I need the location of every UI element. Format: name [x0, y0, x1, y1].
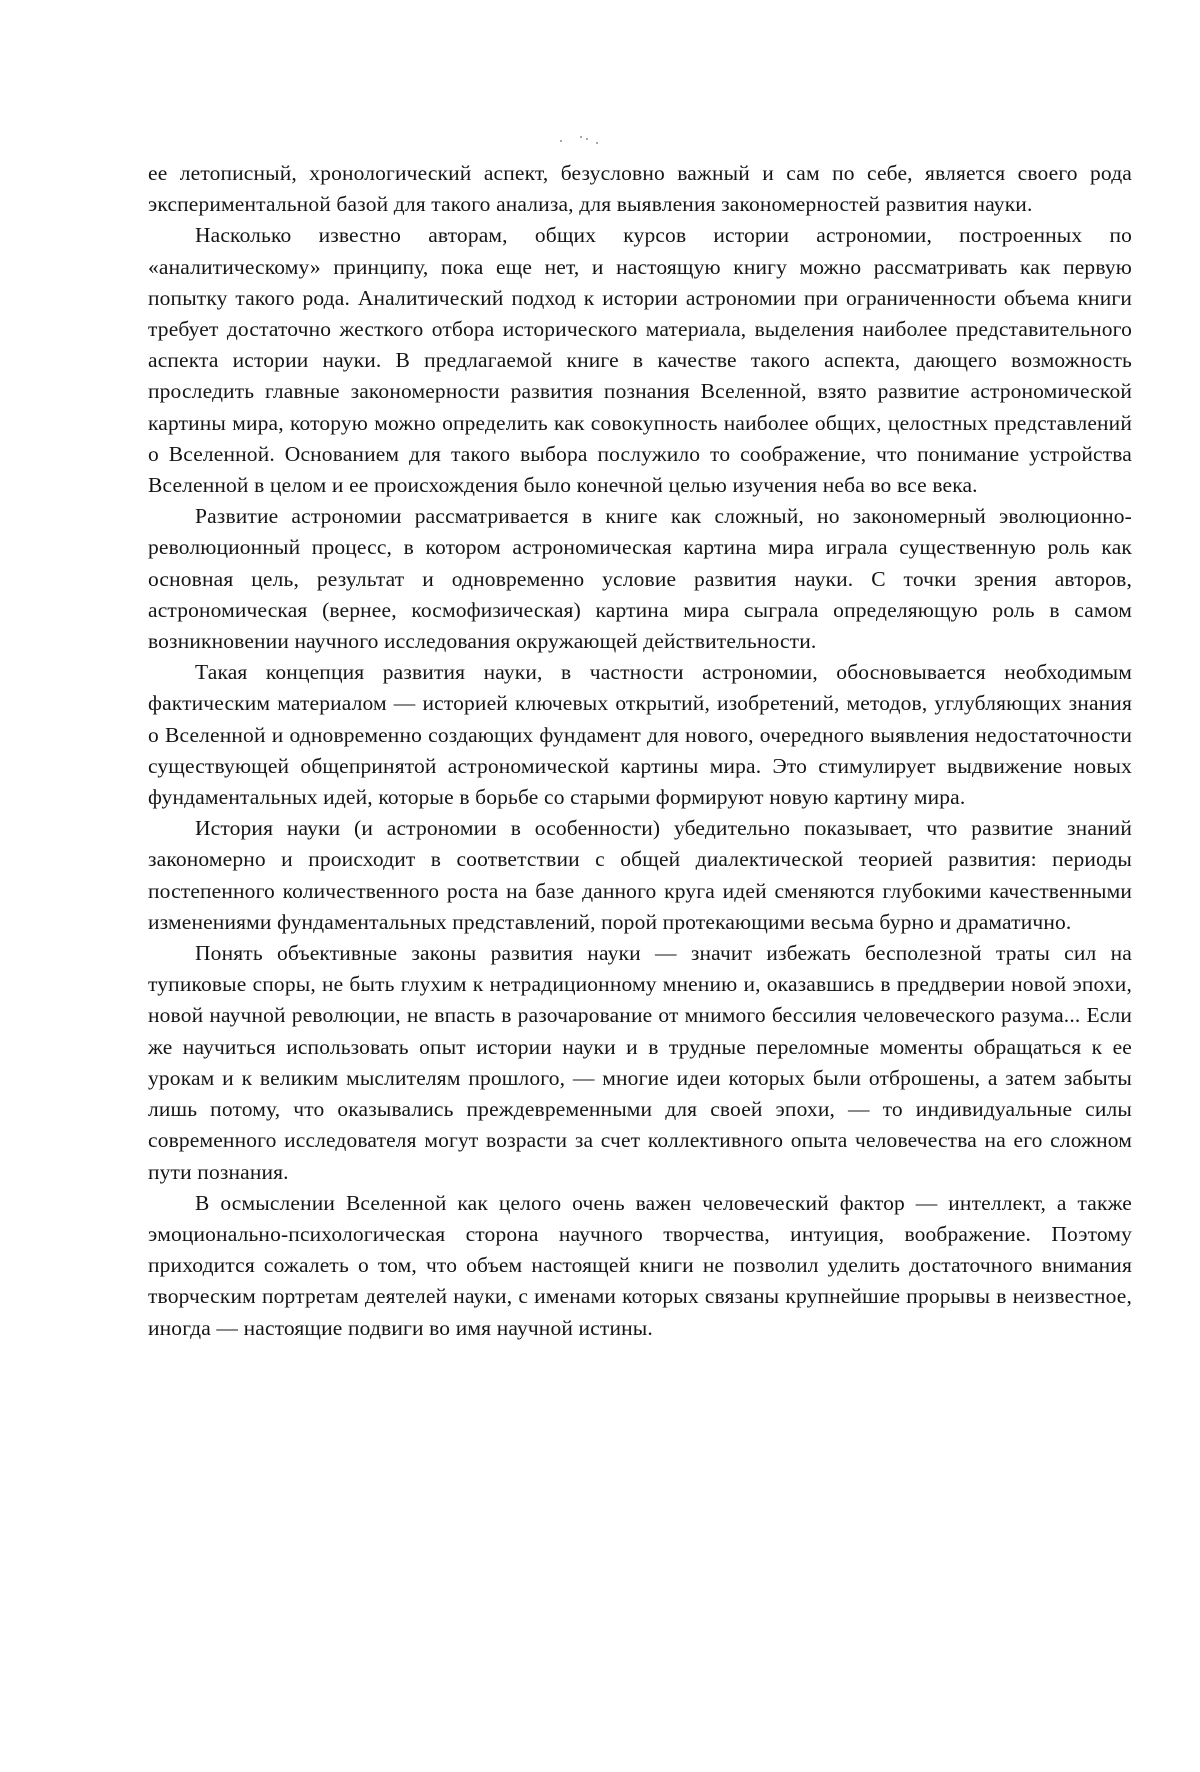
paragraph: В осмыслении Вселенной как целого очень важен человеческий фактор — интеллект, а также эмоционально-психологическая сторона научного творчества, интуиция, воображение. Поэтому приходится сожалеть о том, что объем настоящей книги не позволил уделить достаточного внимания творческим портретам деятелей науки, с именами которых связаны крупнейшие прорывы в неизвестное, иногда — настоящие подвиги во имя научной истины. — [148, 1190, 1132, 1340]
paragraph: Насколько известно авторам, общих курсов истории астрономии, построенных по «аналитическому» принципу, пока еще нет, и настоящую книгу можно рассматривать как первую попытку такого рода. Аналитический подход к истории астрономии при ограниченности объема книги требует достаточно жесткого отбора исторического материала, выделения наиболее представительного аспекта истории науки. В предлагаемой книге в качестве такого аспекта, дающего возможность проследить главные закономерности развития познания Вселенной, взято развитие астрономической картины мира, которую можно определить как совокупность наиболее общих, целостных представлений о Вселенной. Основанием для такого выбора послужило то соображение, что понимание устройства Вселенной в целом и ее происхождения было конечной целью изучения неба во все века. — [148, 223, 1132, 498]
paragraph-continuation: ее летописный, хронологический аспект, безусловно важный и сам по себе, является своего рода экспериментальной базой для такого анализа, для выявления закономерностей развития науки. — [148, 161, 1132, 217]
paragraph: Понять объективные законы развития науки — значит избежать бесполезной траты сил на тупиковые споры, не быть глухим к нетрадиционному мнению и, оказавшись в преддверии новой эпохи, новой научной революции, не впасть в разочарование от мнимого бессилия человеческого разума... Если же научиться использовать опыт истории науки и в трудные переломные моменты обращаться к ее урокам и к великим мыслителям прошлого, — многие идеи которых были отброшены, а затем забыты лишь потому, что оказывались преждевременными для своей эпохи, — то индивидуальные силы современного исследователя могут возрасти за счет коллективного опыта человечества на его сложном пути познания. — [148, 941, 1132, 1184]
scan-specks — [560, 136, 600, 146]
paragraph: История науки (и астрономии в особенности) убедительно показывает, что развитие знаний закономерно и происходит в соответствии с общей диалектической теорией развития: периоды постепенного количественного роста на базе данного круга идей сменяются глубокими качественными изменениями фундаментальных представлений, порой протекающими весьма бурно и драматично. — [148, 816, 1132, 934]
paragraph: Развитие астрономии рассматривается в книге как сложный, но закономерный эволюционно-революционный процесс, в котором астрономическая картина мира играла существенную роль как основная цель, результат и одновременно условие развития науки. С точки зрения авторов, астрономическая (вернее, космофизическая) картина мира сыграла определяющую роль в самом возникновении научного исследования окружающей действительности. — [148, 504, 1132, 654]
paragraph: Такая концепция развития науки, в частности астрономии, обосновывается необходимым фактическим материалом — историей ключевых открытий, изобретений, методов, углубляющих знания о Вселенной и одновременно создающих фундамент для нового, очередного выявления недостаточности существующей общепринятой астрономической картины мира. Это стимулирует выдвижение новых фундаментальных идей, которые в борьбе со старыми формируют новую картину мира. — [148, 660, 1132, 810]
document-page — [148, 158, 1132, 1738]
